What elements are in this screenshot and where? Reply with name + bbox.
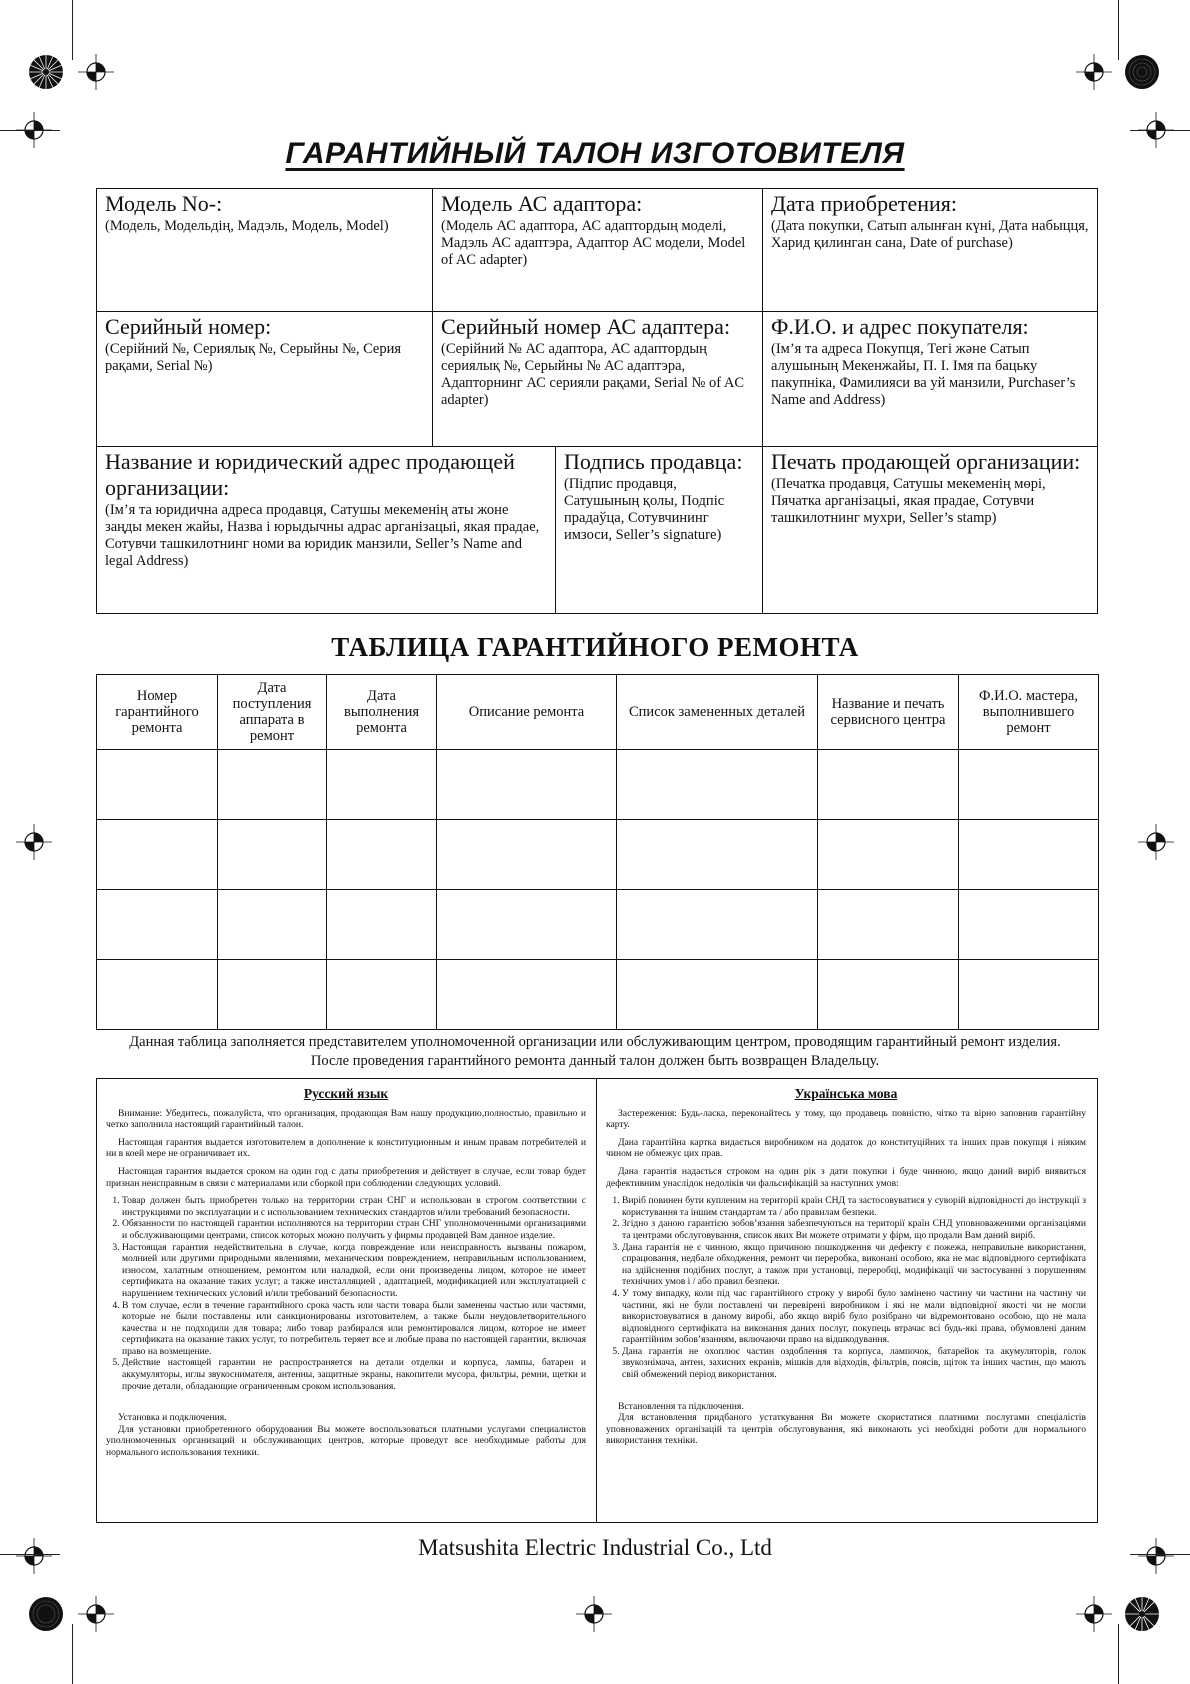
- crosshair-mark-icon: [78, 54, 114, 90]
- crosshair-mark-icon: [1076, 54, 1112, 90]
- table-cell[interactable]: [437, 960, 617, 1030]
- table-cell[interactable]: [437, 890, 617, 960]
- table-cell[interactable]: [617, 750, 818, 820]
- table-cell[interactable]: [959, 890, 1099, 960]
- table-cell[interactable]: [437, 750, 617, 820]
- table-row: [97, 750, 1099, 820]
- table-cell[interactable]: [818, 820, 959, 890]
- repair-table: [96, 674, 1099, 1030]
- column-header: Ф.И.О. мастера, выполнившего ремонт: [959, 675, 1099, 750]
- table-cell[interactable]: [617, 960, 818, 1030]
- seller-signature-field[interactable]: [556, 447, 763, 613]
- sunburst-mark-icon: [1124, 54, 1160, 90]
- crosshair-mark-icon: [78, 1596, 114, 1632]
- column-header: Номер гарантийного ремонта: [97, 675, 218, 750]
- ukrainian-terms: [606, 1088, 1086, 1453]
- russian-paragraph: Настоящая гарантия выдается сроком на один год с даты приобретения и действует в случае, если товар будет признан неисправным в связи с материалами или сборкой при соблюдении следующих условий.: [106, 1165, 586, 1189]
- list-item: 2. Обязанности по настоящей гарантии исполняются на территории стран СНГ уполномоченными организациями и обслуживающими центрами, список которых можно получить у фирмы продавцей Вам данное изделие.: [122, 1218, 586, 1241]
- purchase-date-label: Дата приобретения:: [771, 191, 958, 216]
- sunburst-mark-icon: [1124, 1596, 1160, 1632]
- table-cell[interactable]: [97, 750, 218, 820]
- ac-serial-label: Серийный номер АС адаптера:: [441, 314, 731, 339]
- buyer-label: Ф.И.О. и адрес покупателя:: [771, 314, 1029, 339]
- ukrainian-install-title: Встановлення та підключення.: [618, 1400, 744, 1412]
- table-cell[interactable]: [617, 820, 818, 890]
- russian-terms: [106, 1088, 586, 1465]
- russian-install-text: Для установки приобретенного оборудования Вы можете воспользоваться платными услугами специалистов уполномоченных организаций и обслуживающих центров, которые проведут все необходимые работы для нормального использования техники.: [106, 1423, 586, 1459]
- ac-serial-field[interactable]: [433, 312, 763, 447]
- ukrainian-paragraph: Дана гарантія надається строком на один рік з дати покупки і буде чинною, якщо даний виріб виявиться дефективним унаслідок недоліків чи фальсифікацій за наступних умов:: [606, 1165, 1086, 1189]
- table-cell[interactable]: [218, 820, 327, 890]
- purchase-date-sublabel: (Дата покупки, Сатып алынған күні, Дата набыцця, Харид қилинган сана, Date of purchase): [771, 218, 1089, 251]
- table-note-line1: Данная таблица заполняется представителем уполномоченной организации или обслуживающим центром, проводящим гарантийный ремонт изделия.: [129, 1034, 1061, 1050]
- ukrainian-conditions-list: [606, 1195, 1086, 1381]
- russian-paragraph: Внимание: Убедитесь, пожалуйста, что организация, продающая Вам нашу продукцию,полностью, правильно и четко заполнила настоящий гарантийный талон.: [106, 1107, 586, 1131]
- model-field[interactable]: [97, 189, 433, 312]
- serial-label: Серийный номер:: [105, 314, 272, 339]
- ukrainian-install-text: Для встановлення придбаного устаткування Ви можете скористатися платними послугами спеціалістів уповноважених організацій та центрів обслуговування, які виконають усі необхідні роботи для нормального використання техніки.: [606, 1412, 1086, 1447]
- list-item: 1. Товар должен быть приобретен только на территории стран СНГ и использован в строгом соответствии с инструкциями по эксплуатации и с использованием технических стандартов и/или требований безопасности.: [122, 1195, 586, 1218]
- table-cell[interactable]: [97, 960, 218, 1030]
- crosshair-mark-icon: [1076, 1596, 1112, 1632]
- table-cell[interactable]: [218, 960, 327, 1030]
- purchase-date-field[interactable]: [763, 189, 1097, 312]
- serial-field[interactable]: [97, 312, 433, 447]
- ac-model-field[interactable]: [433, 189, 763, 312]
- table-note-line2: После проведения гарантийного ремонта данный талон должен быть возвращен Владельцу.: [310, 1053, 880, 1069]
- ac-serial-sublabel: (Серійний № АС адаптора, АС адаптордың сериялық №, Серыйны № АС адаптэра, Адапторнинг АС серияли рақами, Serial № of AC adapter): [441, 341, 745, 408]
- serial-sublabel: (Серійний №, Сериялық №, Серыйны №, Серия рақами, Serial №): [105, 341, 402, 374]
- table-cell[interactable]: [617, 890, 818, 960]
- ac-model-sublabel: (Модель АС адаптора, АС адаптордың моделі, Мадэль АС адаптэра, Адаптор АС модели, Model of AC adapter): [441, 218, 746, 268]
- seller-stamp-sublabel: (Печатка продавця, Сатушы мекеменің мөрі, Пячатка арганізацыі, якая прадае, Сотувчи ташкилотнинг мухри, Seller’s stamp): [771, 476, 1046, 526]
- sunburst-mark-icon: [28, 1596, 64, 1632]
- table-cell[interactable]: [437, 820, 617, 890]
- list-item: 5. Дана гарантія не охоплює частин оздоблення та корпуса, лампочок, батарейок та акумуляторів, голок звукознімача, антен, захисних екранів, мішків для відходів, фільтрів, поясів, щіток та інших частин, що мають свій обмежений період використання.: [622, 1346, 1086, 1381]
- ukrainian-heading: Українська мова: [794, 1086, 898, 1101]
- list-item: 3. Настоящая гарантия недействительна в случае, когда повреждение или неисправность вызваны пожаром, молнией или другими природными явлениями, механическим повреждением, неправильным использованием, износом, халатным отношением, ремонтом или наладкой, если они произведены лицом, которое не имеет сертификата на оказание таких услуг; а также инсталляцией , адаптацией, модификацией или эксплуатацией с нарушением технических условий и/или требований безопасности.: [122, 1242, 586, 1300]
- table-cell[interactable]: [97, 890, 218, 960]
- company-footer: Matsushita Electric Industrial Co., Ltd: [418, 1535, 772, 1560]
- column-header: Дата выполнения ремонта: [327, 675, 437, 750]
- ukrainian-paragraph: Застереження: Будь-ласка, переконайтесь у тому, що продавець повністю, чітко та вірно заповнив гарантійну карту.: [606, 1107, 1086, 1131]
- russian-conditions-list: [106, 1195, 586, 1392]
- crosshair-mark-icon: [576, 1596, 612, 1632]
- list-item: 1. Виріб повинен бути купленим на території країн СНД та застосовуватися у суворій відповідності до інструкції з користування та іншим стандартам та / або правилам безпеки.: [622, 1195, 1086, 1218]
- table-cell[interactable]: [327, 820, 437, 890]
- ac-model-label: Модель АС адаптора:: [441, 191, 643, 216]
- model-sublabel: (Модель, Модельдің, Мадэль, Модель, Model): [105, 218, 389, 234]
- column-header: Дата поступления аппарата в ремонт: [218, 675, 327, 750]
- table-cell[interactable]: [218, 750, 327, 820]
- list-item: 4. У тому випадку, коли під час гарантійного строку у виробі було замінено частину чи частини на частину чи частини, які не були поставлені чи перевірені виробником і які не мали відповідної якості чи не могли використовуватися в даному виробі, або якщо виріб було розібрано чи відремонтовано особою, що не мала відповідного сертифіката на виконання даних послуг, покупець втрачає всі будь-які права, обумовлені даним гарантійним зобов’язанням, включаючи право на відшкодування.: [622, 1288, 1086, 1346]
- column-header: Описание ремонта: [437, 675, 617, 750]
- table-cell[interactable]: [959, 750, 1099, 820]
- table-cell[interactable]: [218, 890, 327, 960]
- table-row: [97, 820, 1099, 890]
- ukrainian-paragraph: Дана гарантійна картка видається виробником на додаток до конституційних та інших прав покупця і ніяким чином не обмежує цих прав.: [606, 1136, 1086, 1160]
- column-header: Название и печать сервисного центра: [818, 675, 959, 750]
- column-header: Список замененных деталей: [617, 675, 818, 750]
- russian-paragraph: Настоящая гарантия выдается изготовителем в дополнение к конституционным и иным правам потребителей и ни в коей мере не ограничивает их.: [106, 1136, 586, 1160]
- seller-signature-sublabel: (Підпис продавця, Сатушының қолы, Подпіс прадаўца, Сотувчининг имзоси, Seller’s signature): [564, 476, 725, 543]
- page-title: ГАРАНТИЙНЫЙ ТАЛОН ИЗГОТОВИТЕЛЯ: [285, 137, 905, 170]
- table-cell[interactable]: [327, 960, 437, 1030]
- buyer-sublabel: (Ім’я та адреса Покупця, Тегі және Сатып алушының Мекенжайы, П. І. Імя па бацьку пакупніка, Фамилияси ва уй манзили, Purchaser’s Name and Address): [771, 341, 1076, 408]
- sunburst-mark-icon: [28, 54, 64, 90]
- buyer-field[interactable]: [763, 312, 1097, 447]
- table-cell[interactable]: [327, 750, 437, 820]
- model-label: Модель No-:: [105, 191, 223, 216]
- table-cell[interactable]: [97, 820, 218, 890]
- warranty-form: [96, 188, 1098, 614]
- repair-table-title: ТАБЛИЦА ГАРАНТИЙНОГО РЕМОНТА: [331, 632, 859, 662]
- table-cell[interactable]: [818, 750, 959, 820]
- seller-org-field[interactable]: [97, 447, 556, 613]
- table-row: [97, 890, 1099, 960]
- seller-signature-label: Подпись продавца:: [564, 449, 743, 474]
- seller-stamp-field[interactable]: [763, 447, 1097, 613]
- table-cell[interactable]: [818, 890, 959, 960]
- seller-stamp-label: Печать продающей организации:: [771, 449, 1081, 474]
- seller-org-label: Название и юридический адрес продающей организации:: [105, 449, 515, 500]
- list-item: 4. В том случае, если в течение гарантийного срока часть или части товара были заменены частью или частями, которые не были поставлены или санкционированы изготовителем, а также были неудовлетворительного качества и не подходили для товара; либо товар разбирался или ремонтировался лицом, которое не имеет сертификата на оказание таких услуг, то потребитель теряет все и любые права по настоящей гарантии, включая право на возмещение.: [122, 1300, 586, 1358]
- seller-org-sublabel: (Ім’я та юридична адреса продавця, Сатушы мекеменің аты жоне заңды мекен жайы, Назва і юрыдычны адрас арганізацыі, якая прадае, Сотувчи ташкилотнинг номи ва юридик манзили, Seller’s Name and legal Address): [105, 502, 540, 569]
- table-cell[interactable]: [327, 890, 437, 960]
- table-cell[interactable]: [959, 820, 1099, 890]
- list-item: 5. Действие настоящей гарантии не распространяется на детали отделки и корпуса, лампы, батареи и аккумуляторы, иглы звукоснимателя, антенны, защитные экраны, накопители мусора, фильтры, ремни, щетки и прочие детали, обладающие ограниченным сроком использования.: [122, 1357, 586, 1392]
- list-item: 2. Згідно з даною гарантією зобов’язання забезпечуються на території країн СНД уповноваженими організаціями та центрами обслуговування, список яких Ви можете отримати у фірм, що продали Вам даний виріб.: [622, 1218, 1086, 1241]
- crosshair-mark-icon: [1138, 824, 1174, 860]
- column-divider: [596, 1078, 597, 1523]
- table-cell[interactable]: [959, 960, 1099, 1030]
- table-row: [97, 960, 1099, 1030]
- crosshair-mark-icon: [16, 824, 52, 860]
- table-cell[interactable]: [818, 960, 959, 1030]
- russian-install-title: Установка и подключения.: [118, 1412, 227, 1424]
- russian-heading: Русский язык: [303, 1086, 389, 1101]
- repair-table-header-row: [97, 675, 1099, 750]
- list-item: 3. Дана гарантія не є чинною, якщо причиною пошкодження чи дефекту є пожежа, неправильне використання, спрацювання, недбале обходження, ремонт чи переробка, виконані особою, яка не має відповідного сертифіката на здійснення подібних послуг, а також при установці, переробці, модифікації чи застосуванні з порушенням технічних умов і / або правил безпеки.: [622, 1242, 1086, 1288]
